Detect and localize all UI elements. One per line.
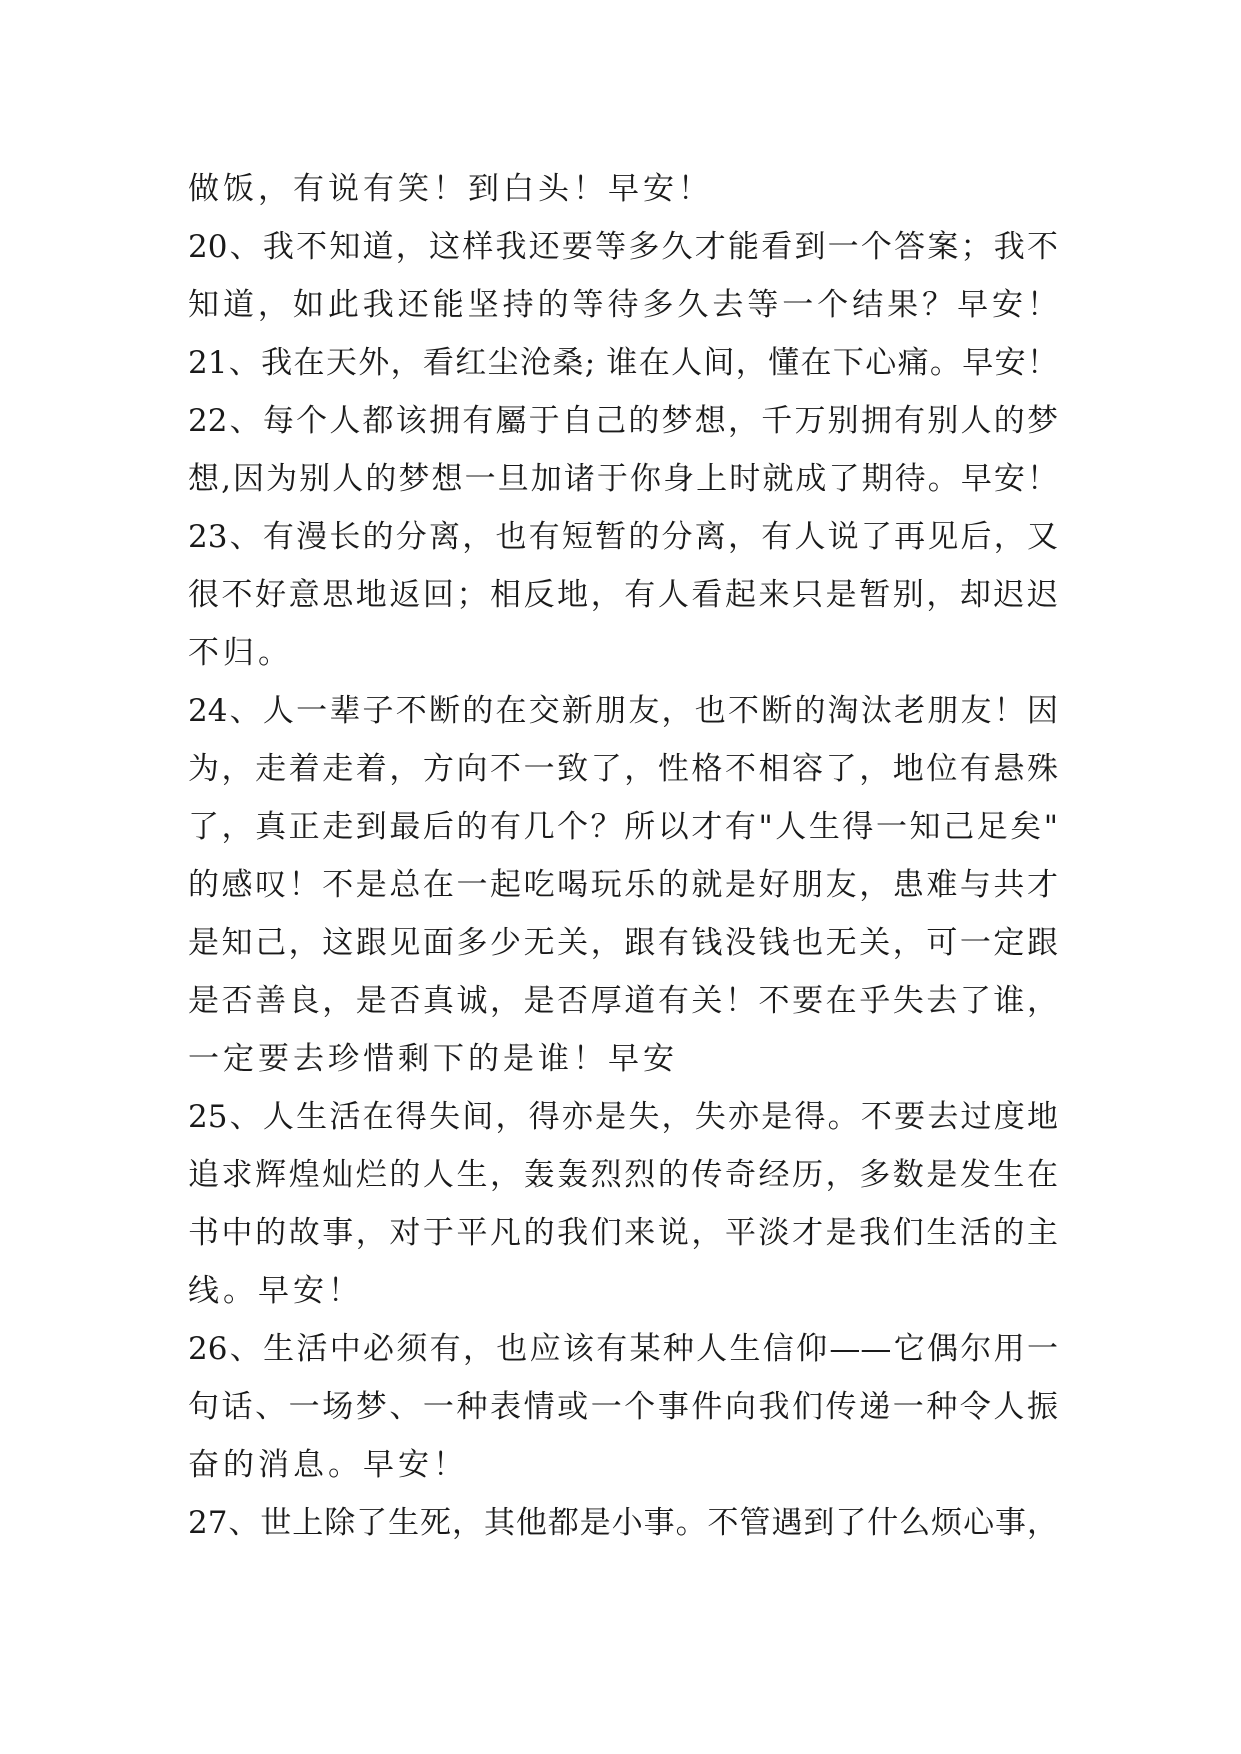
text-line: 23、有漫长的分离，也有短暂的分离，有人说了再见后，又 <box>188 519 1058 555</box>
text-line: 奋的消息。早安！ <box>188 1447 468 1483</box>
text-line: 为，走着走着，方向不一致了，性格不相容了，地位有悬殊 <box>188 751 1058 787</box>
text-line: 不归。 <box>188 635 293 671</box>
text-line: 知道，如此我还能坚持的等待多久去等一个结果？早安！ <box>188 287 1058 323</box>
text-line: 21、我在天外，看红尘沧桑; 谁在人间，懂在下心痛。早安！ <box>188 345 1058 381</box>
text-line: 的感叹！不是总在一起吃喝玩乐的就是好朋友，患难与共才 <box>188 867 1058 903</box>
text-line: 27、世上除了生死，其他都是小事。不管遇到了什么烦心事， <box>188 1505 1058 1541</box>
text-line: 一定要去珍惜剩下的是谁！早安 <box>188 1041 678 1077</box>
text-line: 线。早安！ <box>188 1273 363 1309</box>
text-line: 句话、一场梦、一种表情或一个事件向我们传递一种令人振 <box>188 1389 1058 1425</box>
text-line: 做饭，有说有笑！到白头！早安！ <box>188 171 713 207</box>
text-line: 很不好意思地返回；相反地，有人看起来只是暂别，却迟迟 <box>188 577 1058 613</box>
text-line: 了，真正走到最后的有几个？所以才有"人生得一知己足矣" <box>188 809 1058 845</box>
text-line: 24、人一辈子不断的在交新朋友，也不断的淘汰老朋友！因 <box>188 693 1058 729</box>
text-line: 想,因为别人的梦想一旦加诸于你身上时就成了期待。早安！ <box>188 461 1058 497</box>
text-line: 书中的故事，对于平凡的我们来说，平淡才是我们生活的主 <box>188 1215 1058 1251</box>
text-line: 20、我不知道，这样我还要等多久才能看到一个答案；我不 <box>188 229 1058 265</box>
document-body <box>188 160 1058 1552</box>
text-line: 25、人生活在得失间，得亦是失，失亦是得。不要去过度地 <box>188 1099 1058 1135</box>
text-line: 26、生活中必须有，也应该有某种人生信仰——它偶尔用一 <box>188 1331 1058 1367</box>
text-line: 22、每个人都该拥有屬于自己的梦想，千万别拥有别人的梦 <box>188 403 1058 439</box>
text-line: 是否善良，是否真诚，是否厚道有关！不要在乎失去了谁， <box>188 983 1058 1019</box>
text-line: 是知己，这跟见面多少无关，跟有钱没钱也无关，可一定跟 <box>188 925 1058 961</box>
text-line: 追求辉煌灿烂的人生，轰轰烈烈的传奇经历，多数是发生在 <box>188 1157 1058 1193</box>
